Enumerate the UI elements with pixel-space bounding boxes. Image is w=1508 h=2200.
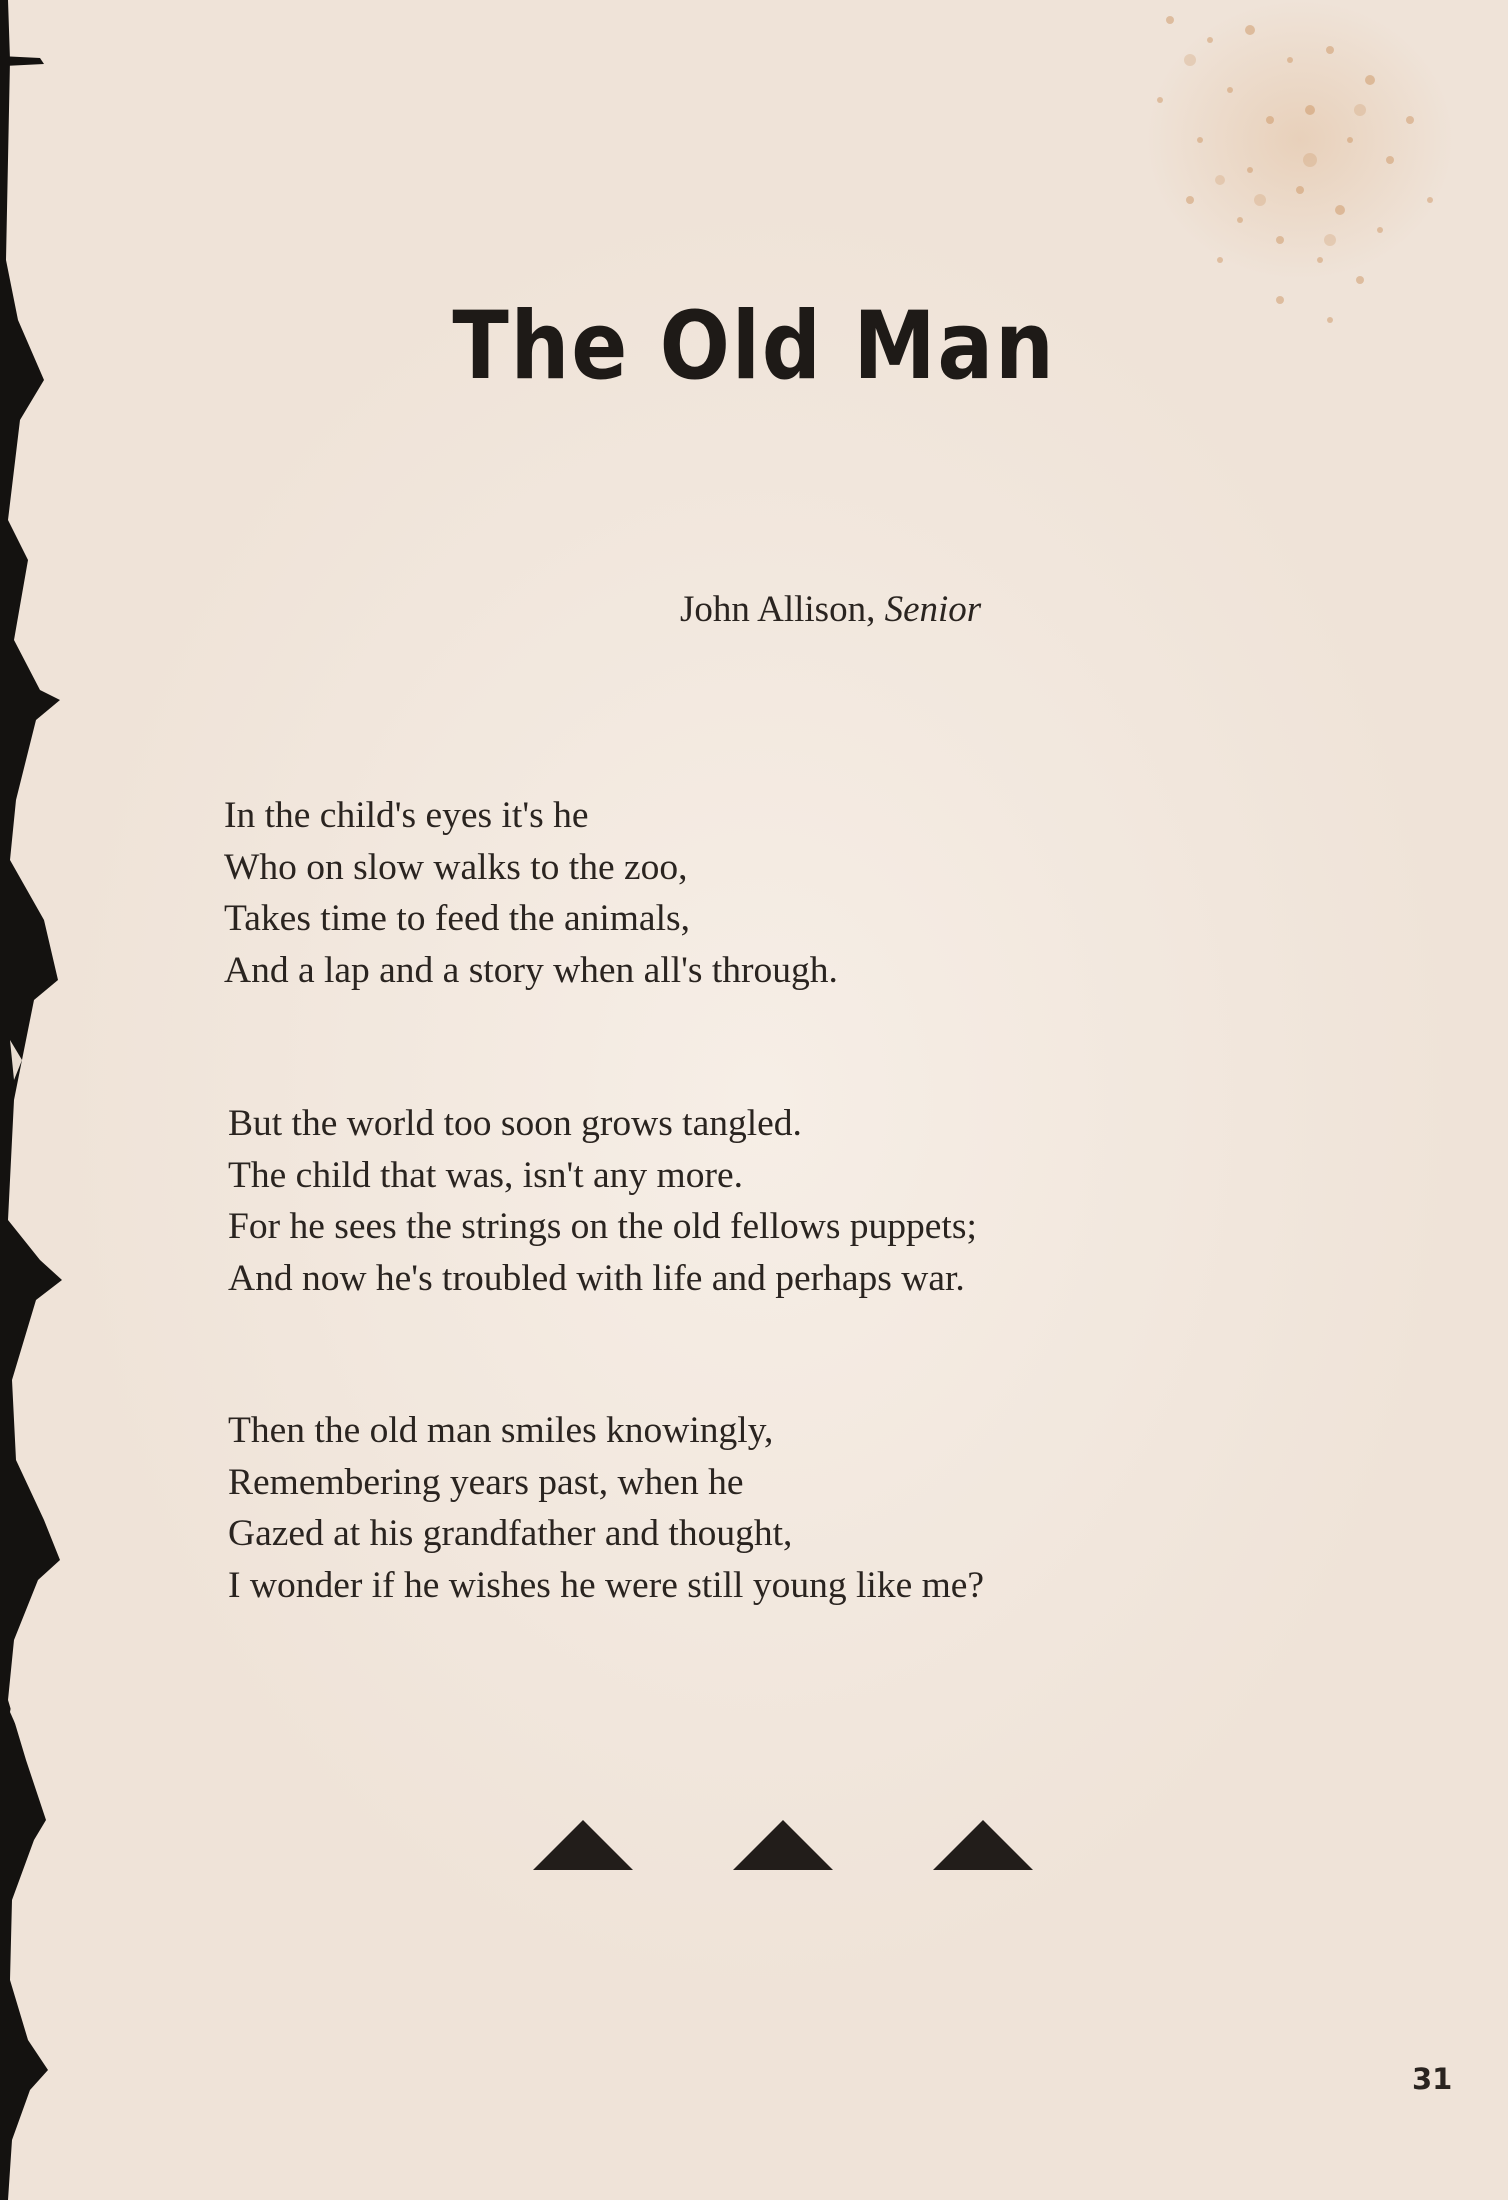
poem-line: Then the old man smiles knowingly, [228,1410,774,1451]
torn-binding-edge [0,0,70,2200]
triangle-ornament-icon [733,1820,833,1870]
poem-author [680,588,981,631]
poem-line: Remembering years past, when he [228,1461,744,1503]
poem-line: Gazed at his grandfather and thought, [228,1513,793,1554]
triangle-ornament-icon [933,1820,1033,1870]
ornament-row [533,1818,1033,1870]
poem-line: Who on slow walks to the zoo, [224,846,688,888]
stanza-2 [228,1098,977,1304]
poem-line: But the world too soon grows tangled. [228,1103,802,1144]
triangle-ornament-icon [533,1820,633,1870]
stanza-3 [228,1405,984,1611]
poem-line: And a lap and a story when all's through. [224,949,838,991]
poem-line: The child that was, isn't any more. [228,1154,743,1196]
page-number: 31 [1412,2062,1453,2096]
poem-line: For he sees the strings on the old fellows puppets; [228,1206,977,1247]
poem-line: I wonder if he wishes he were still young like me? [228,1564,985,1606]
stanza-1 [224,790,838,996]
poem-title: The Old Man [452,292,1056,401]
poem-line: In the child's eyes it's he [224,795,589,836]
poem-line: Takes time to feed the animals, [224,898,690,939]
poem-line: And now he's troubled with life and perhaps war. [228,1257,965,1299]
author-role: Senior [884,589,982,630]
author-name: John Allison, [680,589,876,630]
